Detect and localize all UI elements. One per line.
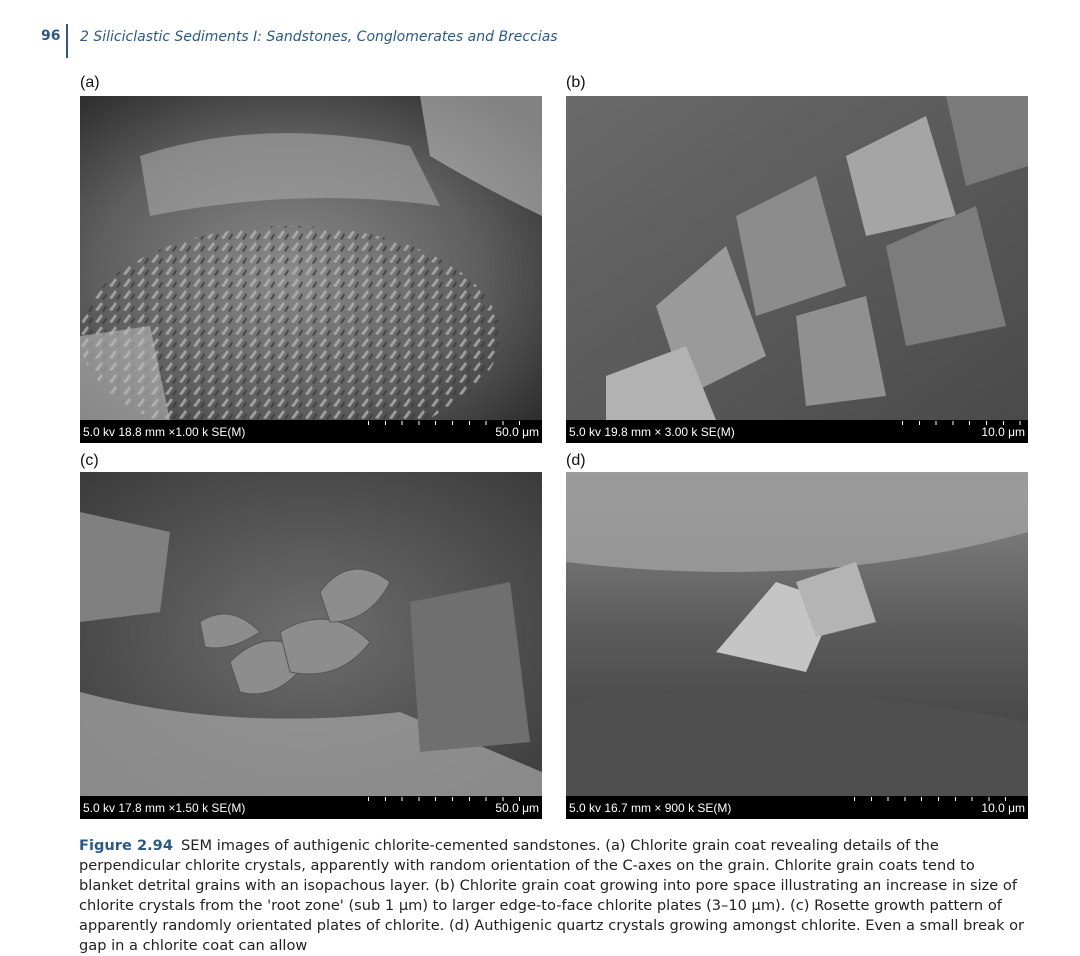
sem-image-b [566, 96, 1028, 443]
scale-bar-label-a: 50.0 μm [495, 425, 539, 439]
scale-bar-label-c: 50.0 μm [495, 801, 539, 815]
sem-image-a [80, 96, 542, 443]
sem-databar-c [80, 796, 542, 819]
header-divider [66, 24, 68, 58]
scale-bar-label-d: 10.0 μm [981, 801, 1025, 815]
sem-photo-a [80, 96, 542, 420]
sem-photo-c [80, 472, 542, 796]
sem-info-b: 5.0 kv 19.8 mm × 3.00 k SE(M) [569, 425, 735, 439]
sem-databar-d [566, 796, 1028, 819]
sem-photo-b [566, 96, 1028, 420]
sem-databar-b [566, 420, 1028, 443]
running-title: 2 Siliciclastic Sediments I: Sandstones, Conglomerates and Breccias [80, 29, 558, 45]
sem-info-a: 5.0 kv 18.8 mm ×1.00 k SE(M) [83, 425, 246, 439]
panel-b-label: (b) [566, 74, 586, 91]
figure-caption [79, 836, 1031, 956]
sem-image-c [80, 472, 542, 819]
sem-photo-d [566, 472, 1028, 796]
sem-image-d [566, 472, 1028, 819]
sem-databar-a [80, 420, 542, 443]
panel-a-label: (a) [80, 74, 100, 91]
sem-info-d: 5.0 kv 16.7 mm × 900 k SE(M) [569, 801, 732, 815]
scale-bar-label-b: 10.0 μm [981, 425, 1025, 439]
figure-number: Figure 2.94 [79, 837, 173, 854]
page-number: 96 [41, 28, 61, 44]
sem-info-c: 5.0 kv 17.8 mm ×1.50 k SE(M) [83, 801, 246, 815]
panel-d-label: (d) [566, 452, 586, 469]
caption-text: SEM images of authigenic chlorite-cemented sandstones. (a) Chlorite grain coat revealing details of the perpendicular chlorite crystals, apparently with random orientation of the C-axes on the grain. Chlorite grain coats tend to blanket detrital grains with an isopachous layer. (b) Chlorite grain coat growing into pore space illustrating an increase in size of chlorite crystals from the 'root zone' (sub 1 μm) to larger edge-to-face chlorite plates (3–10 μm). (c) Rosette growth pattern of apparently randomly orientated plates of chlorite. (d) Authigenic quartz crystals growing amongst chlorite. Even a small break or gap in a chlorite coat can allow [79, 837, 1025, 954]
panel-c-label: (c) [80, 452, 99, 469]
